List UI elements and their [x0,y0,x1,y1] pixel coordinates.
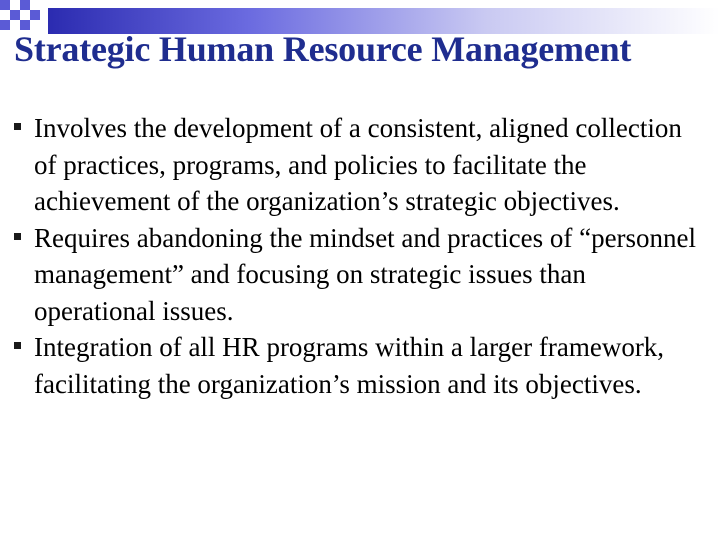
bullet-text: Requires abandoning the mindset and practices of “personnel management” and focusing on strategic issues than operational issues. [34,222,697,326]
bullet-item [0,220,720,330]
bullet-text: Involves the development of a consistent, aligned collection of practices, programs, and policies to facilitate the achievement of the organization’s strategic objectives. [34,113,682,216]
square-bullet-icon [14,342,21,349]
bullet-list [0,110,720,402]
square-bullet-icon [14,233,21,240]
slide-title: Strategic Human Resource Management [14,29,632,69]
bullet-item [0,110,720,220]
bullet-item [0,329,720,402]
bullet-text: Integration of all HR programs within a larger framework, facilitating the organization’s mission and its objectives. [34,332,665,399]
square-bullet-icon [14,123,21,130]
